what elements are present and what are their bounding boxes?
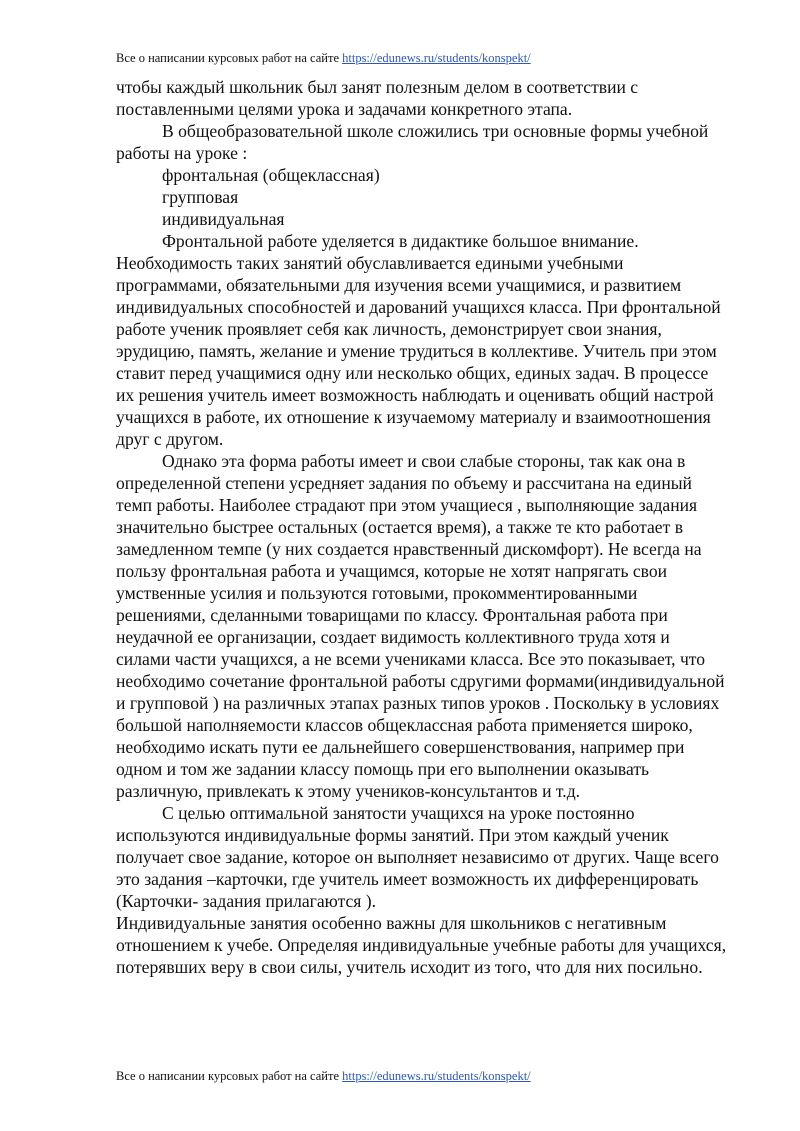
list-item-frontal: фронтальная (общеклассная): [162, 165, 380, 185]
document-body: [116, 76, 728, 978]
footer-link[interactable]: https://edunews.ru/students/konspekt/: [342, 1069, 531, 1083]
paragraph-weaknesses: Однако эта форма работы имеет и свои слабые стороны, так как она в определенной степени усредняет задания по объему и рассчитана на единый темп работы. Наиболее страдают при этом учащиеся , выполняющие задания значительно быстрее остальных (остается время), а также те кто работает в замедленном темпе (у них создается нравственный дискомфорт). Не всегда на пользу фронтальная работа и учащимся, которые не хотят напрягать свои умственные усилия и пользуются готовыми, прокомментированными решениями, сделанными товарищами по классу. Фронтальная работа при неудачной ее организации, создает видимость коллективного труда хотя и силами части учащихся, а не всеми учениками класса. Все это показывает, что необходимо сочетание фронтальной работы сдругими формами(индивидуальной и групповой ) на различных этапах разных типов уроков . Поскольку в условиях большой наполняемости классов общеклассная работа применяется широко, необходимо искать пути ее дальнейшего совершенствования, например при одном и том же задании классу помощь при его выполнении оказывать различную, привлекать к этому учеников-консультантов и т.д.: [116, 451, 725, 801]
running-footer: [116, 1068, 531, 1084]
paragraph-frontal-work: Фронтальной работе уделяется в дидактике большое внимание. Необходимость таких занятий обуславливается едиными учебными программами, обязательными для изучения всеми учащимися, и развитием индивидуальных способностей и дарований учащихся класса. При фронтальной работе ученик проявляет себя как личность, демонстрирует свои знания, эрудицию, память, желание и умение трудиться в коллективе. Учитель при этом ставит перед учащимися одну или несколько общих, единых задач. В процессе их решения учитель имеет возможность наблюдать и оценивать общий настрой учащихся в работе, их отношение к изучаемому материалу и взаимоотношения друг с другом.: [116, 231, 721, 449]
header-text: Все о написании курсовых работ на сайте: [116, 51, 343, 65]
paragraph-continuation: чтобы каждый школьник был занят полезным делом в соответствии с поставленными целями урока и задачами конкретного этапа.: [116, 77, 639, 119]
running-header: [116, 50, 531, 66]
list-item-group: групповая: [162, 187, 239, 207]
header-link[interactable]: https://edunews.ru/students/konspekt/: [342, 51, 531, 65]
paragraph-forms-intro: В общеобразовательной школе сложились три основные формы учебной работы на уроке :: [116, 121, 709, 163]
list-item-individual: индивидуальная: [162, 209, 285, 229]
paragraph-individual-importance: Индивидуальные занятия особенно важны для школьников с негативным отношением к учебе. Определяя индивидуальные учебные работы для учащихся, потерявших веру в свои силы, учитель исходит из того, что для них посильно.: [116, 913, 727, 977]
paragraph-individual-forms: С целью оптимальной занятости учащихся на уроке постоянно используются индивидуальные формы занятий. При этом каждый ученик получает свое задание, которое он выполняет независимо от других. Чаще всего это задания –карточки, где учитель имеет возможность их дифференцировать (Карточки- задания прилагаются ).: [116, 803, 719, 911]
footer-text: Все о написании курсовых работ на сайте: [116, 1069, 343, 1083]
